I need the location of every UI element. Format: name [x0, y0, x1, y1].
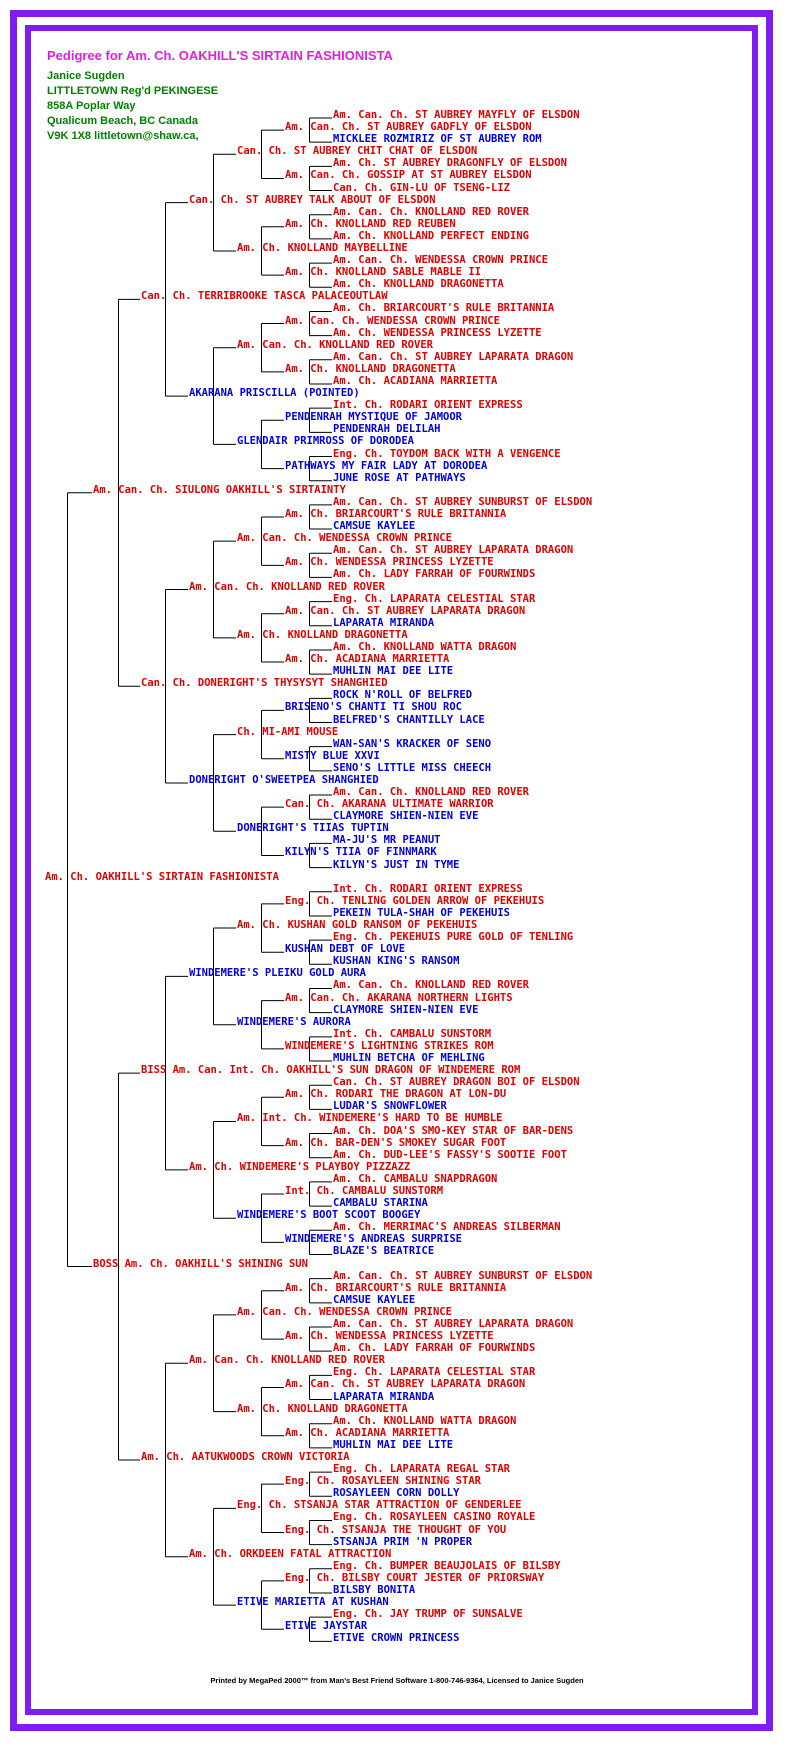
pedigree-entry-gen6: LAPARATA MIRANDA	[333, 1390, 435, 1403]
printed-by-footer: Printed by MegaPed 2000™ from Man's Best Friend Software 1-800-746-9364, Licensed to Janice Sugden	[210, 1676, 584, 1685]
pedigree-entry-gen6: CAMSUE KAYLEE	[333, 1293, 416, 1306]
pedigree-entry-gen6: Am. Ch. LADY FARRAH OF FOURWINDS	[333, 568, 536, 581]
pedigree-entry-gen2: BISS Am. Can. Int. Ch. OAKHILL'S SUN DRAGON OF WINDEMERE ROM	[141, 1064, 521, 1077]
pedigree-entry-gen6: MUHLIN MAI DEE LITE	[333, 1438, 454, 1451]
pedigree-entry-gen4: GLENDAIR PRIMROSS OF DORODEA	[237, 435, 415, 448]
pedigree-entry-gen6: BELFRED'S CHANTILLY LACE	[333, 713, 485, 726]
pedigree-entry-gen6: MICKLEE ROZMIRIZ OF ST AUBREY ROM	[333, 133, 542, 146]
pedigree-entry-gen6: KILYN'S JUST IN TYME	[333, 858, 460, 871]
pedigree-entry-gen6: Am. Ch. WENDESSA PRINCESS LYZETTE	[333, 326, 542, 339]
pedigree-entry-gen6: Am. Can. Ch. ST AUBREY SUNBURST OF ELSDON	[333, 1269, 593, 1282]
pedigree-entry-gen6: Am. Can. Ch. KNOLLAND RED ROVER	[333, 205, 529, 218]
pedigree-entry-gen6: Int. Ch. RODARI ORIENT EXPRESS	[333, 399, 523, 412]
pedigree-entry-gen5: Eng. Ch. STSANJA THE THOUGHT OF YOU	[285, 1523, 507, 1536]
pedigree-entry-gen6: Am. Can. Ch. WENDESSA CROWN PRINCE	[333, 254, 548, 267]
pedigree-entry-gen5: Am. Can. Ch. GOSSIP AT ST AUBREY ELSDON	[285, 169, 532, 182]
pedigree-entry-gen5: Am. Ch. ACADIANA MARRIETTA	[285, 1426, 450, 1439]
pedigree-entry-gen3: Am. Can. Ch. KNOLLAND RED ROVER	[189, 580, 385, 593]
pedigree-entry-gen6: Am. Ch. BRIARCOURT'S RULE BRITANNIA	[333, 302, 555, 315]
pedigree-entry-gen0: Am. Ch. OAKHILL'S SIRTAIN FASHIONISTA	[45, 870, 279, 883]
pedigree-entry-gen1: BOSS Am. Ch. OAKHILL'S SHINING SUN	[93, 1257, 308, 1270]
pedigree-entry-gen5: PATHWAYS MY FAIR LADY AT DORODEA	[285, 459, 488, 472]
pedigree-entry-gen4: Am. Can. Ch. WENDESSA CROWN PRINCE	[237, 1305, 452, 1318]
pedigree-entry-gen6: CAMBALU STARINA	[333, 1197, 428, 1210]
pedigree-entry-gen6: Eng. Ch. BUMPER BEAUJOLAIS OF BILSBY	[333, 1559, 561, 1572]
pedigree-entry-gen6: Can. Ch. GIN-LU OF TSENG-LIZ	[333, 181, 511, 194]
pedigree-entry-gen6: BILSBY BONITA	[333, 1583, 416, 1596]
pedigree-entry-gen6: Am. Can. Ch. ST AUBREY SUNBURST OF ELSDON	[333, 495, 593, 508]
pedigree-entry-gen5: Am. Can. Ch. ST AUBREY GADFLY OF ELSDON	[285, 121, 532, 134]
pedigree-entry-gen5: BRISENO'S CHANTI TI SHOU ROC	[285, 701, 463, 714]
pedigree-entry-gen2: Can. Ch. TERRIBROOKE TASCA PALACEOUTLAW	[141, 290, 388, 303]
pedigree-entry-gen3: Am. Ch. WINDEMERE'S PLAYBOY PIZZAZZ	[189, 1160, 411, 1173]
pedigree-entry-gen6: Am. Ch. ST AUBREY DRAGONFLY OF ELSDON	[333, 157, 567, 170]
pedigree-entry-gen6: Eng. Ch. LAPARATA CELESTIAL STAR	[333, 592, 536, 605]
pedigree-entry-gen6: Can. Ch. ST AUBREY DRAGON BOI OF ELSDON	[333, 1076, 580, 1089]
pedigree-entry-gen5: Am. Ch. KNOLLAND SABLE MABLE II	[285, 266, 481, 279]
pedigree-entry-gen5: Eng. Ch. TENLING GOLDEN ARROW OF PEKEHUIS	[285, 894, 545, 907]
pedigree-entry-gen6: Am. Can. Ch. ST AUBREY LAPARATA DRAGON	[333, 1318, 574, 1330]
owner-address: 858A Poplar Way	[47, 100, 136, 112]
pedigree-entry-gen4: Am. Int. Ch. WINDEMERE'S HARD TO BE HUMBLE	[237, 1112, 503, 1125]
pedigree-entry-gen6: LAPARATA MIRANDA	[333, 616, 435, 629]
pedigree-entry-gen6: ETIVE CROWN PRINCESS	[333, 1632, 460, 1645]
pedigree-entry-gen4: Am. Can. Ch. KNOLLAND RED ROVER	[237, 338, 433, 351]
pedigree-entry-gen2: Am. Ch. AATUKWOODS CROWN VICTORIA	[141, 1450, 350, 1463]
pedigree-entry-gen6: Am. Can. Ch. ST AUBREY MAYFLY OF ELSDON	[333, 109, 580, 121]
pedigree-entry-gen4: Am. Ch. KUSHAN GOLD RANSOM OF PEKEHUIS	[237, 919, 478, 932]
owner-postal-email: V9K 1X8 littletown@shaw.ca,	[47, 130, 199, 142]
pedigree-entry-gen5: Am. Ch. WENDESSA PRINCESS LYZETTE	[285, 1330, 494, 1343]
pedigree-entry-gen6: KUSHAN KING'S RANSOM	[333, 955, 460, 968]
pedigree-entry-gen5: KILYN'S TIIA OF FINNMARK	[285, 846, 437, 859]
pedigree-entry-gen6: Am. Ch. CAMBALU SNAPDRAGON	[333, 1172, 498, 1185]
pedigree-entry-gen5: PENDENRAH MYSTIQUE OF JAMOOR	[285, 411, 463, 424]
pedigree-entry-gen3: Am. Can. Ch. KNOLLAND RED ROVER	[189, 1354, 385, 1367]
pedigree-entry-gen5: Am. Ch. BRIARCOURT'S RULE BRITANNIA	[285, 1281, 507, 1294]
pedigree-entry-gen6: Eng. Ch. LAPARATA REGAL STAR	[333, 1463, 511, 1476]
pedigree-entry-gen5: Am. Ch. ACADIANA MARRIETTA	[285, 653, 450, 666]
pedigree-entry-gen6: CAMSUE KAYLEE	[333, 520, 416, 533]
owner-name: Janice Sugden	[47, 70, 125, 82]
pedigree-entry-gen6: Am. Can. Ch. ST AUBREY LAPARATA DRAGON	[333, 350, 574, 363]
pedigree-entry-gen6: Am. Ch. ACADIANA MARRIETTA	[333, 374, 498, 387]
pedigree-entry-gen4: Am. Ch. KNOLLAND MAYBELLINE	[237, 241, 408, 254]
pedigree-entry-gen6: Am. Ch. KNOLLAND DRAGONETTA	[333, 278, 504, 291]
pedigree-entry-gen6: CLAYMORE SHIEN-NIEN EVE	[333, 1003, 479, 1016]
pedigree-entry-gen6: LUDAR'S SNOWFLOWER	[333, 1100, 447, 1113]
pedigree-entry-gen3: AKARANA PRISCILLA (POINTED)	[189, 387, 360, 400]
pedigree-entry-gen6: PEKEIN TULA-SHAH OF PEKEHUIS	[333, 906, 511, 919]
pedigree-entry-gen4: ETIVE MARIETTA AT KUSHAN	[237, 1596, 389, 1609]
pedigree-entry-gen6: Am. Ch. LADY FARRAH OF FOURWINDS	[333, 1342, 536, 1355]
pedigree-entry-gen6: Am. Can. Ch. ST AUBREY LAPARATA DRAGON	[333, 544, 574, 557]
pedigree-entry-gen6: Am. Ch. KNOLLAND WATTA DRAGON	[333, 640, 517, 653]
pedigree-entry-gen5: Eng. Ch. ROSAYLEEN SHINING STAR	[285, 1475, 481, 1488]
pedigree-entry-gen5: Am. Can. Ch. AKARANA NORTHERN LIGHTS	[285, 991, 513, 1004]
pedigree-entry-gen2: Can. Ch. DONERIGHT'S THYSYSYT SHANGHIED	[141, 677, 388, 690]
pedigree-entry-gen6: Am. Ch. MERRIMAC'S ANDREAS SILBERMAN	[333, 1221, 561, 1234]
pedigree-entry-gen5: Am. Ch. WENDESSA PRINCESS LYZETTE	[285, 556, 494, 569]
pedigree-entry-gen6: Eng. Ch. ROSAYLEEN CASINO ROYALE	[333, 1511, 536, 1524]
pedigree-entry-gen6: Am. Ch. DOA'S SMO-KEY STAR OF BAR-DENS	[333, 1124, 574, 1137]
pedigree-entry-gen4: Eng. Ch. STSANJA STAR ATTRACTION OF GENDERLEE	[237, 1499, 522, 1512]
pedigree-entry-gen6: CLAYMORE SHIEN-NIEN EVE	[333, 810, 479, 823]
owner-city: Qualicum Beach, BC Canada	[47, 115, 198, 127]
pedigree-entry-gen6: SENO'S LITTLE MISS CHEECH	[333, 761, 492, 774]
pedigree-entry-gen6: Am. Can. Ch. KNOLLAND RED ROVER	[333, 786, 529, 799]
pedigree-entry-gen6: Eng. Ch. PEKEHUIS PURE GOLD OF TENLING	[333, 931, 574, 944]
pedigree-entry-gen5: MISTY BLUE XXVI	[285, 749, 380, 762]
page-title: Pedigree for Am. Ch. OAKHILL'S SIRTAIN FASHIONISTA	[47, 48, 393, 63]
pedigree-entry-gen6: Eng. Ch. JAY TRUMP OF SUNSALVE	[333, 1608, 523, 1621]
pedigree-entry-gen5: Am. Ch. KNOLLAND RED REUBEN	[285, 217, 456, 230]
pedigree-entry-gen5: Am. Ch. RODARI THE DRAGON AT LON-DU	[285, 1088, 507, 1101]
pedigree-entry-gen3: Can. Ch. ST AUBREY TALK ABOUT OF ELSDON	[189, 193, 436, 206]
pedigree-entry-gen5: Can. Ch. AKARANA ULTIMATE WARRIOR	[285, 798, 494, 811]
pedigree-entry-gen6: Eng. Ch. TOYDOM BACK WITH A VENGENCE	[333, 447, 561, 460]
pedigree-entry-gen6: STSANJA PRIM 'N PROPER	[333, 1535, 473, 1548]
pedigree-entry-gen6: Am. Can. Ch. KNOLLAND RED ROVER	[333, 979, 529, 992]
pedigree-entry-gen5: Int. Ch. CAMBALU SUNSTORM	[285, 1185, 444, 1197]
pedigree-entry-gen5: WINDEMERE'S LIGHTNING STRIKES ROM	[285, 1039, 494, 1052]
kennel-name: LITTLETOWN Reg'd PEKINGESE	[47, 85, 219, 97]
pedigree-entry-gen1: Am. Can. Ch. SIULONG OAKHILL'S SIRTAINTY	[93, 483, 346, 496]
pedigree-entry-gen6: JUNE ROSE AT PATHWAYS	[333, 471, 466, 484]
pedigree-entry-gen6: Am. Ch. KNOLLAND WATTA DRAGON	[333, 1414, 517, 1427]
pedigree-entry-gen4: Ch. MI-AMI MOUSE	[237, 725, 339, 738]
pedigree-entry-gen4: Can. Ch. ST AUBREY CHIT CHAT OF ELSDON	[237, 145, 478, 158]
pedigree-entry-gen6: Am. Ch. DUD-LEE'S FASSY'S SOOTIE FOOT	[333, 1148, 567, 1161]
pedigree-entry-gen5: Eng. Ch. BILSBY COURT JESTER OF PRIORSWAY	[285, 1571, 545, 1584]
pedigree-entry-gen6: Int. Ch. CAMBALU SUNSTORM	[333, 1027, 492, 1040]
pedigree-entry-gen5: Am. Ch. KNOLLAND DRAGONETTA	[285, 362, 456, 375]
pedigree-entry-gen4: DONERIGHT'S TIIAS TUPTIN	[237, 822, 389, 835]
pedigree-entry-gen6: WAN-SAN'S KRACKER OF SENO	[333, 737, 492, 750]
pedigree-entry-gen6: Int. Ch. RODARI ORIENT EXPRESS	[333, 882, 523, 895]
pedigree-entry-gen5: WINDEMERE'S ANDREAS SURPRISE	[285, 1233, 463, 1246]
pedigree-entry-gen6: MUHLIN MAI DEE LITE	[333, 665, 454, 678]
pedigree-entry-gen5: Am. Ch. BRIARCOURT'S RULE BRITANNIA	[285, 507, 507, 520]
pedigree-entry-gen6: PENDENRAH DELILAH	[333, 423, 441, 436]
pedigree-entry-gen4: WINDEMERE'S AURORA	[237, 1015, 351, 1028]
pedigree-entry-gen6: Eng. Ch. LAPARATA CELESTIAL STAR	[333, 1366, 536, 1379]
pedigree-entry-gen5: ETIVE JAYSTAR	[285, 1620, 368, 1633]
pedigree-entry-gen5: KUSHAN DEBT OF LOVE	[285, 943, 406, 956]
pedigree-entry-gen6: BLAZE'S BEATRICE	[333, 1245, 435, 1258]
pedigree-entry-gen5: Am. Ch. BAR-DEN'S SMOKEY SUGAR FOOT	[285, 1136, 507, 1149]
pedigree-entry-gen3: DONERIGHT O'SWEETPEA SHANGHIED	[189, 773, 379, 786]
pedigree-entry-gen4: WINDEMERE'S BOOT SCOOT BOOGEY	[237, 1209, 421, 1222]
pedigree-entry-gen4: Am. Ch. KNOLLAND DRAGONETTA	[237, 628, 408, 641]
pedigree-entry-gen5: Am. Can. Ch. ST AUBREY LAPARATA DRAGON	[285, 1378, 526, 1391]
pedigree-entry-gen4: Am. Ch. KNOLLAND DRAGONETTA	[237, 1402, 408, 1415]
pedigree-entry-gen6: ROCK N'ROLL OF BELFRED	[333, 689, 473, 702]
pedigree-entry-gen3: WINDEMERE'S PLEIKU GOLD AURA	[189, 967, 367, 980]
pedigree-entry-gen6: ROSAYLEEN CORN DOLLY	[333, 1487, 460, 1500]
pedigree-entry-gen5: Am. Can. Ch. WENDESSA CROWN PRINCE	[285, 314, 500, 327]
pedigree-entry-gen3: Am. Ch. ORKDEEN FATAL ATTRACTION	[189, 1547, 392, 1560]
pedigree-entry-gen5: Am. Can. Ch. ST AUBREY LAPARATA DRAGON	[285, 604, 526, 617]
pedigree-entry-gen4: Am. Can. Ch. WENDESSA CROWN PRINCE	[237, 532, 452, 545]
pedigree-entry-gen6: Am. Ch. KNOLLAND PERFECT ENDING	[333, 229, 529, 242]
pedigree-entry-gen6: MUHLIN BETCHA OF MEHLING	[333, 1052, 485, 1065]
pedigree-entry-gen6: MA-JU'S MR PEANUT	[333, 834, 441, 847]
